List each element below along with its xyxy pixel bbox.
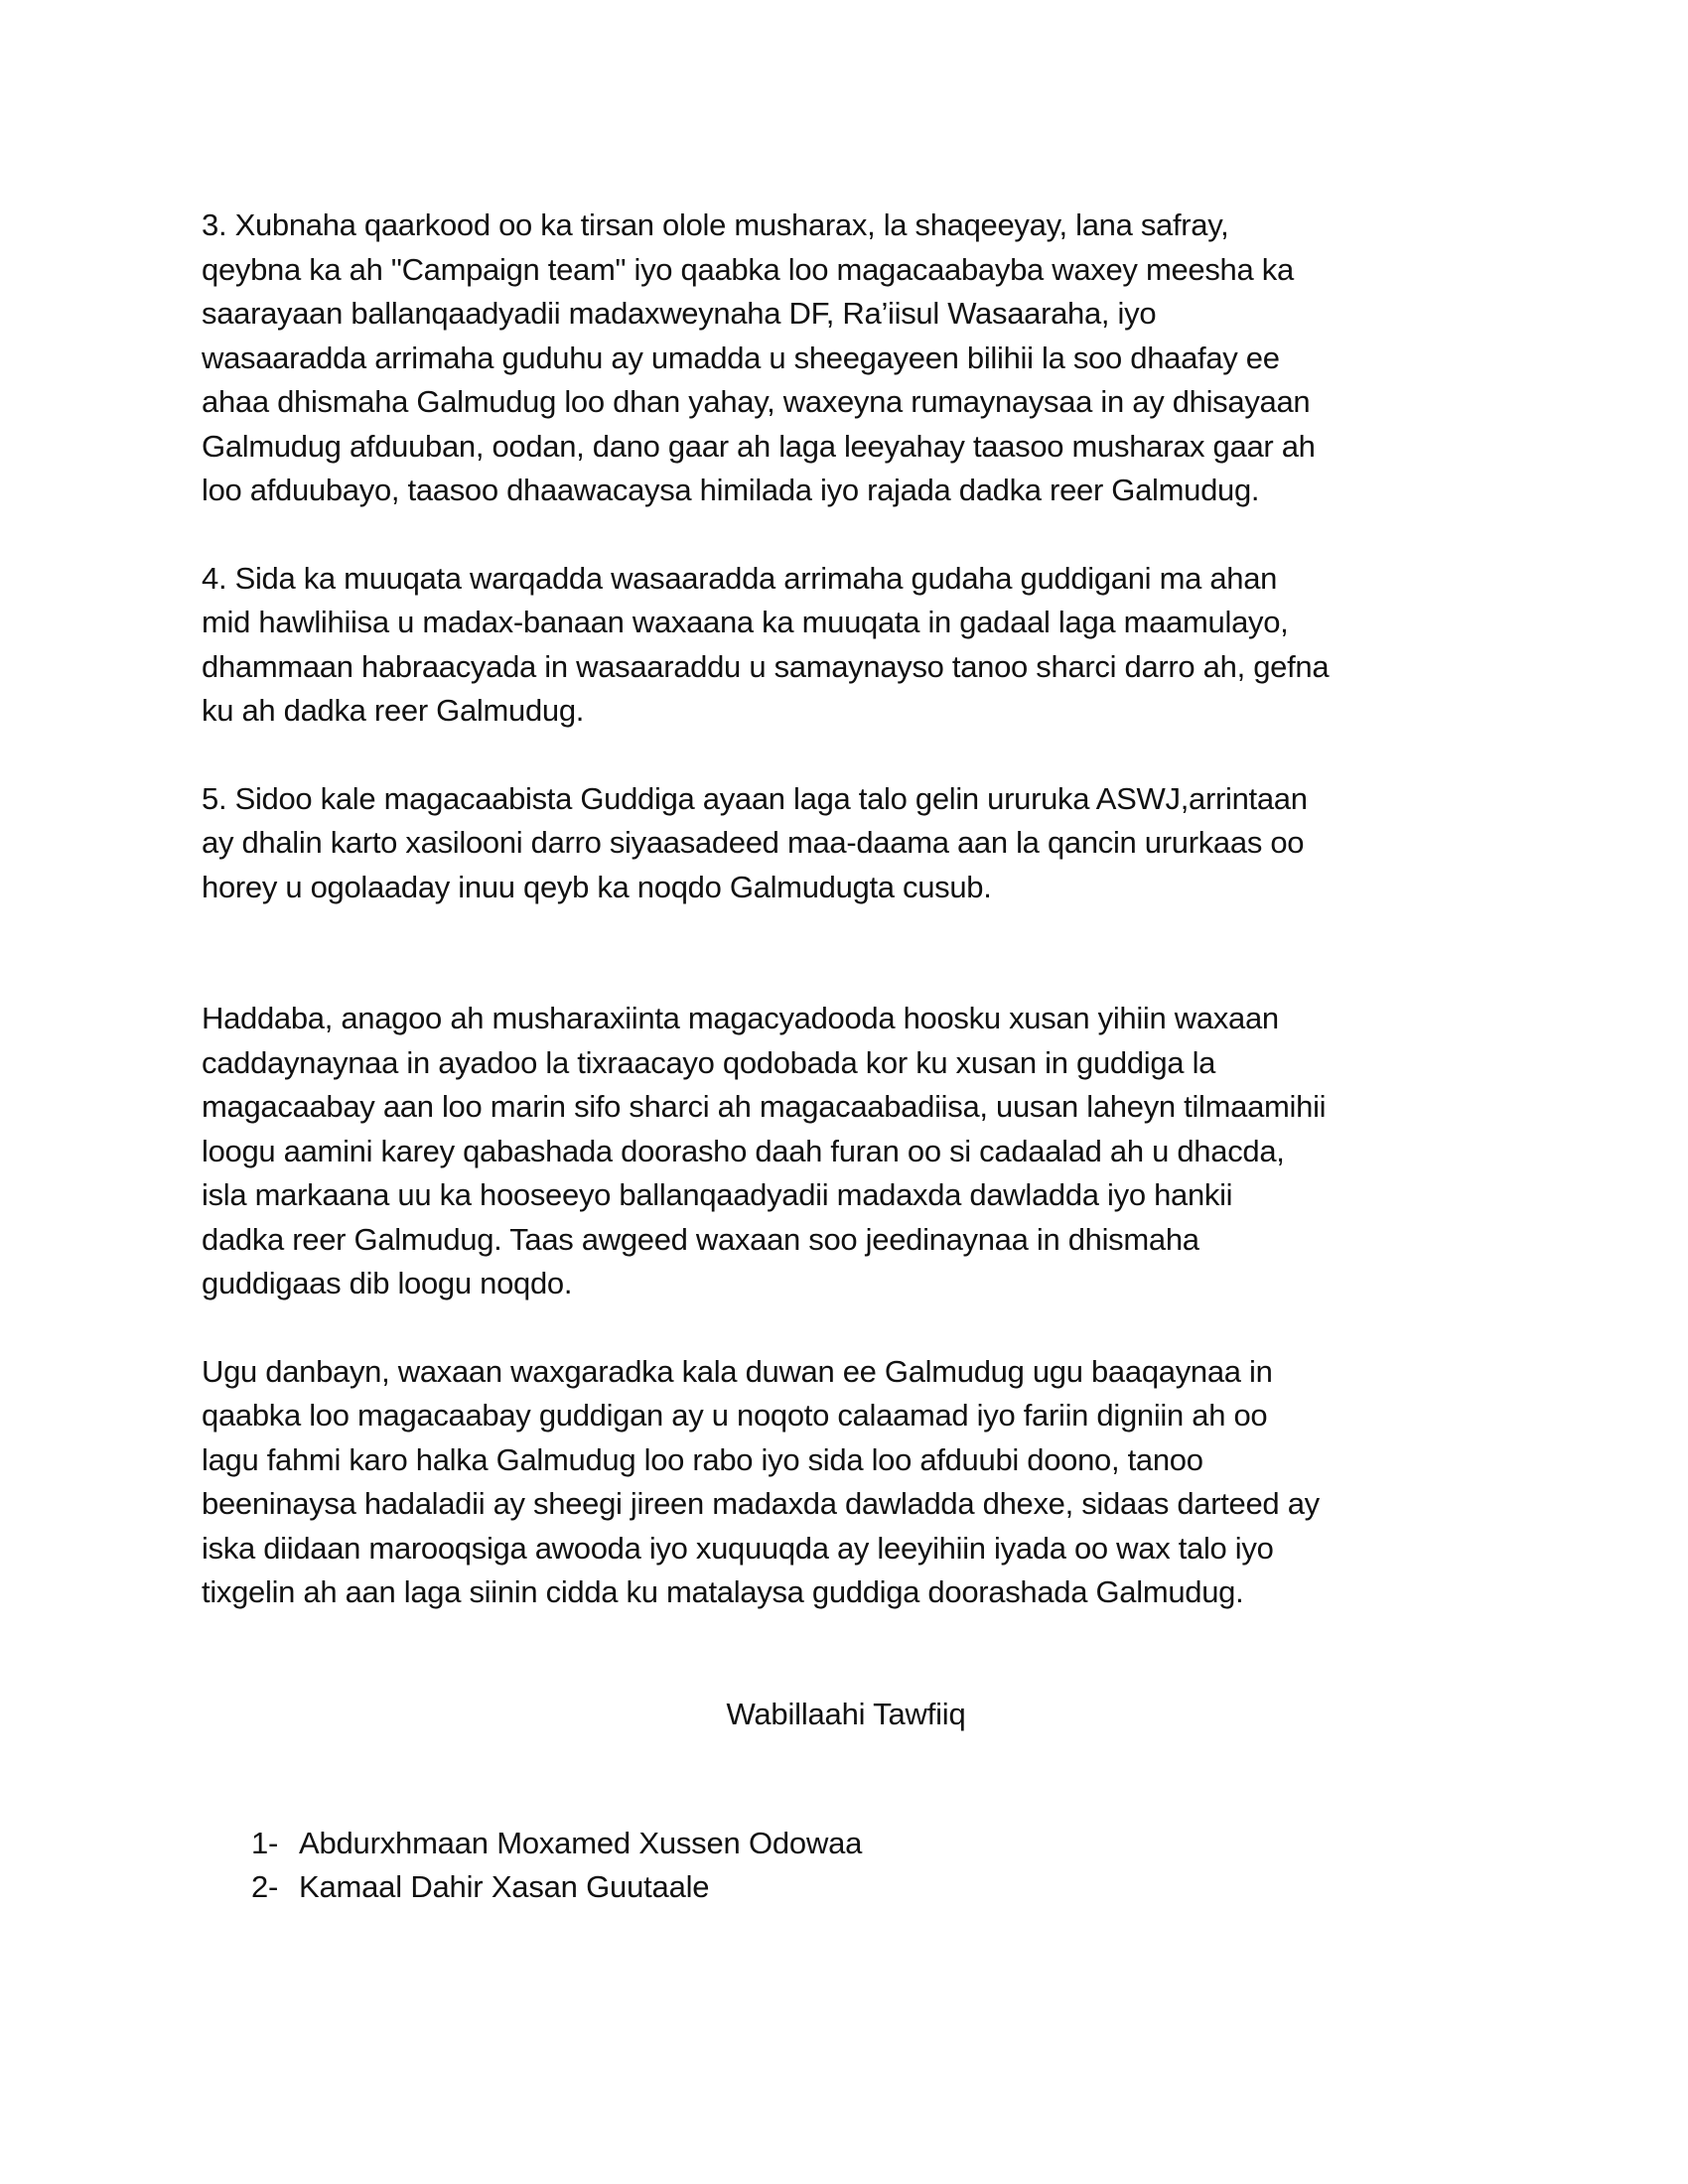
paragraph-spacer xyxy=(202,1306,1512,1350)
document-body xyxy=(202,204,1512,1615)
text-line: loogu aamini karey qabashada doorasho daah furan oo si cadaalad ah u dhacda, xyxy=(202,1133,1285,1168)
text-line: ahaa dhismaha Galmudug loo dhan yahay, waxeyna rumaynaysaa in ay dhisayaan xyxy=(202,384,1311,419)
text-line: caddaynaynaa in ayadoo la tixraacayo qodobada kor ku xusan in guddiga la xyxy=(202,1044,1216,1080)
text-line: Haddaba, anagoo ah musharaxiinta magacyadooda hoosku xusan yihiin waxaan xyxy=(202,1001,1279,1035)
text-line: Galmudug afduuban, oodan, dano gaar ah laga leeyahay taasoo musharax gaar ah xyxy=(202,428,1316,464)
signatory-item xyxy=(251,1865,862,1909)
signatories-list xyxy=(251,1822,862,1909)
text-line: 3. Xubnaha qaarkood oo ka tirsan olole musharax, la shaqeeyay, lana safray, xyxy=(202,207,1229,242)
paragraph-point-4 xyxy=(202,557,1512,734)
closing-text: Wabillaahi Tawfiiq xyxy=(726,1697,966,1731)
text-line: lagu fahmi karo halka Galmudug loo rabo iyo sida loo afduubi doono, tanoo xyxy=(202,1441,1203,1477)
text-line: dadka reer Galmudug. Taas awgeed waxaan soo jeedinaynaa in dhismaha xyxy=(202,1221,1199,1257)
text-line: qaabka loo magacaabay guddigan ay u noqoto calaamad iyo fariin digniin ah oo xyxy=(202,1398,1268,1433)
text-line: magacaabay aan loo marin sifo sharci ah magacaabadiisa, uusan laheyn tilmaamihii xyxy=(202,1089,1327,1124)
text-line: mid hawlihiisa u madax-banaan waxaana ka muuqata in gadaal laga maamulayo, xyxy=(202,605,1289,639)
signatory-name: Abdurxhmaan Moxamed Xussen Odowaa xyxy=(299,1826,863,1860)
signatory-name: Kamaal Dahir Xasan Guutaale xyxy=(299,1869,710,1904)
text-line: 5. Sidoo kale magacaabista Guddiga ayaan laga talo gelin ururuka ASWJ,arrintaan xyxy=(202,780,1308,816)
text-line: dhammaan habraacyada in wasaaraddu u samaynayso tanoo sharci darro ah, gefna xyxy=(202,648,1330,684)
text-line: isla markaana uu ka hooseeyo ballanqaadyadii madaxda dawladda iyo hankii xyxy=(202,1177,1233,1212)
text-line: 4. Sida ka muuqata warqadda wasaaradda arrimaha gudaha guddigani ma ahan xyxy=(202,560,1278,596)
paragraph-spacer xyxy=(202,909,1512,997)
paragraph-point-3 xyxy=(202,204,1512,513)
text-line: qeybna ka ah "Campaign team" iyo qaabka loo magacaabayba waxey meesha ka xyxy=(202,251,1294,287)
paragraph-spacer xyxy=(202,513,1512,557)
text-line: loo afduubayo, taasoo dhaawacaysa himilada iyo rajada dadka reer Galmudug. xyxy=(202,473,1260,507)
paragraph-conclusion xyxy=(202,997,1512,1306)
signatory-number: 2- xyxy=(251,1869,279,1904)
text-line: iska diidaan marooqsiga awooda iyo xuquuqda ay leeyihiin iyada oo wax talo iyo xyxy=(202,1530,1274,1566)
signatory-item xyxy=(251,1822,862,1865)
text-line: ay dhalin karto xasilooni darro siyaasadeed maa-daama aan la qancin ururkaas oo xyxy=(202,825,1305,860)
text-line: Ugu danbayn, waxaan waxgaradka kala duwan ee Galmudug ugu baaqaynaa in xyxy=(202,1353,1273,1389)
paragraph-final-appeal xyxy=(202,1350,1512,1615)
text-line: horey u ogolaaday inuu qeyb ka noqdo Galmudugta cusub. xyxy=(202,869,992,904)
text-line: wasaaradda arrimaha guduhu ay umadda u sheegayeen bilihii la soo dhaafay ee xyxy=(202,340,1280,375)
closing-salutation xyxy=(0,1693,1688,1736)
text-line: saarayaan ballanqaadyadii madaxweynaha DF, Ra’iisul Wasaaraha, iyo xyxy=(202,296,1157,331)
text-line: beeninaysa hadaladii ay sheegi jireen madaxda dawladda dhexe, sidaas darteed ay xyxy=(202,1486,1320,1521)
signatory-number: 1- xyxy=(251,1826,279,1860)
text-line: guddigaas dib loogu noqdo. xyxy=(202,1266,573,1300)
text-line: ku ah dadka reer Galmudug. xyxy=(202,693,585,728)
text-line: tixgelin ah aan laga siinin cidda ku matalaysa guddiga doorashada Galmudug. xyxy=(202,1574,1244,1609)
paragraph-spacer xyxy=(202,734,1512,777)
paragraph-point-5 xyxy=(202,777,1512,910)
